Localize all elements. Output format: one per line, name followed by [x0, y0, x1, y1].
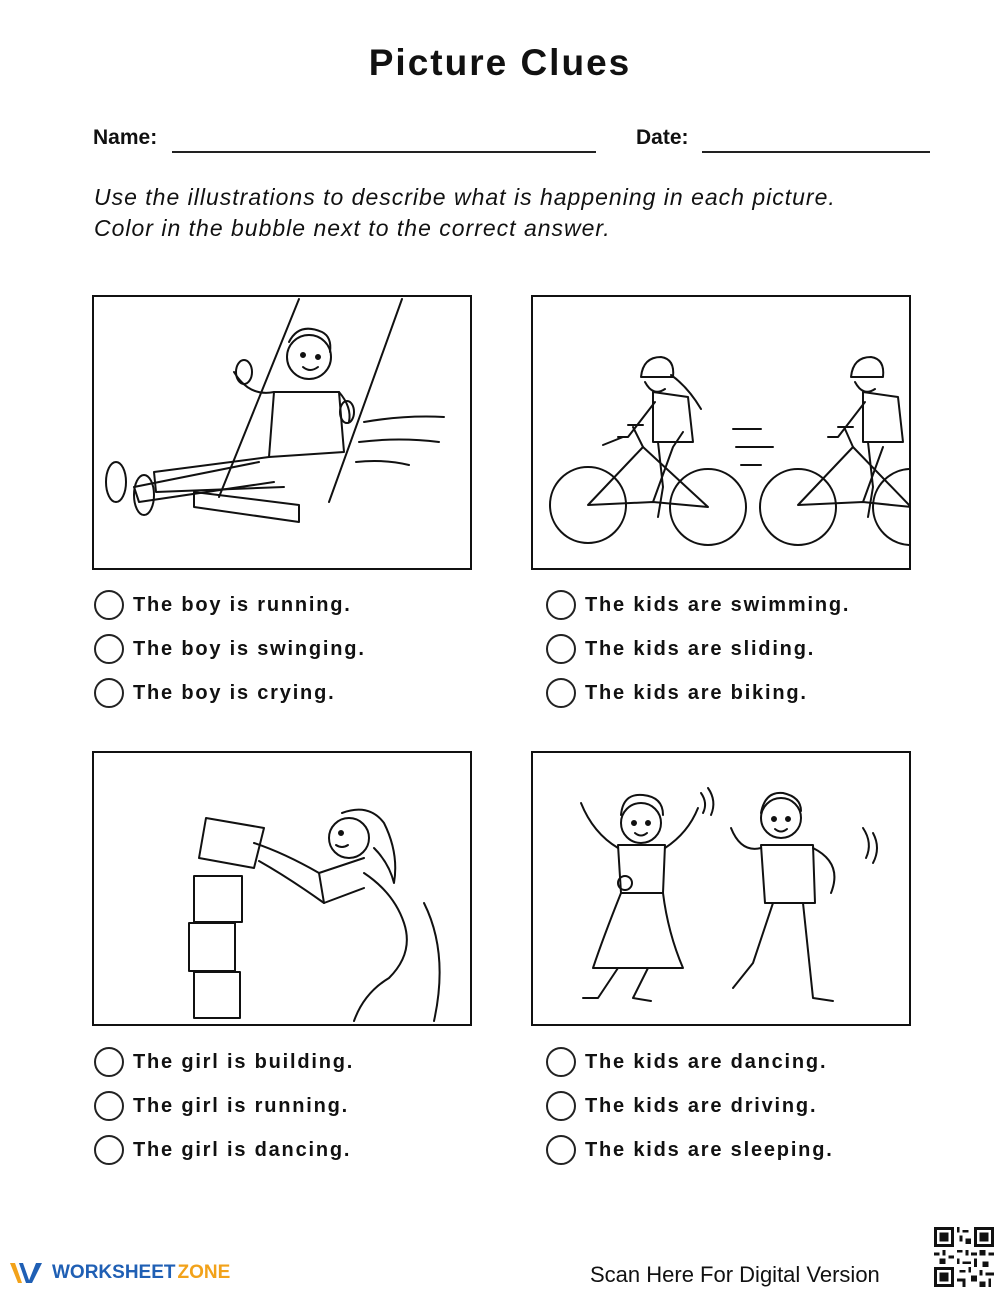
answer-option[interactable]: [546, 632, 815, 666]
name-field[interactable]: [172, 151, 596, 153]
answer-option[interactable]: [94, 588, 352, 622]
boy-swing-illustration: [92, 295, 472, 570]
date-field[interactable]: [702, 151, 930, 153]
page-title: Picture Clues: [368, 42, 632, 83]
option-label: The kids are swimming.: [585, 593, 851, 616]
answer-bubble[interactable]: [546, 590, 576, 620]
answer-bubble[interactable]: [94, 1047, 124, 1077]
option-label: The girl is running.: [133, 1094, 349, 1117]
kids-biking-illustration: [531, 295, 911, 570]
logo-text-zone: ZONE: [177, 1262, 231, 1283]
scan-caption: Scan Here For Digital Version: [590, 1262, 880, 1287]
answer-option[interactable]: [546, 1089, 817, 1123]
option-label: The boy is running.: [133, 593, 352, 616]
answer-bubble[interactable]: [546, 634, 576, 664]
option-label: The kids are dancing.: [585, 1050, 828, 1073]
answer-option[interactable]: [94, 632, 366, 666]
answer-bubble[interactable]: [94, 678, 124, 708]
logo-w-icon: [8, 1259, 46, 1287]
answer-bubble[interactable]: [546, 1135, 576, 1165]
answer-option[interactable]: [546, 1045, 827, 1079]
option-label: The kids are driving.: [585, 1094, 818, 1117]
answer-bubble[interactable]: [94, 590, 124, 620]
option-label: The kids are sliding.: [585, 637, 816, 660]
answer-option[interactable]: [94, 1133, 351, 1167]
qr-code-icon[interactable]: [934, 1227, 994, 1287]
answer-option[interactable]: [94, 1089, 349, 1123]
answer-bubble[interactable]: [94, 1091, 124, 1121]
answer-bubble[interactable]: [546, 1047, 576, 1077]
answer-option[interactable]: [546, 676, 808, 710]
kids-dancing-illustration: [531, 751, 911, 1026]
option-label: The girl is dancing.: [133, 1138, 352, 1161]
answer-option[interactable]: [546, 588, 850, 622]
answer-bubble[interactable]: [546, 1091, 576, 1121]
answer-bubble[interactable]: [94, 634, 124, 664]
worksheet-zone-logo: [8, 1258, 230, 1288]
option-label: The boy is crying.: [133, 681, 336, 704]
name-label: Name:: [93, 126, 158, 149]
answer-bubble[interactable]: [94, 1135, 124, 1165]
answer-option[interactable]: [94, 676, 335, 710]
option-label: The kids are sleeping.: [585, 1138, 834, 1161]
answer-bubble[interactable]: [546, 678, 576, 708]
date-label: Date:: [636, 126, 689, 149]
option-label: The girl is building.: [133, 1050, 355, 1073]
instructions-text: Use the illustrations to describe what is happening in each picture. Color in the bubble next to the correct answer.: [94, 184, 836, 241]
girl-building-illustration: [92, 751, 472, 1026]
option-label: The boy is swinging.: [133, 637, 366, 660]
logo-text-worksheet: WORKSHEET: [52, 1262, 176, 1283]
option-label: The kids are biking.: [585, 681, 808, 704]
answer-option[interactable]: [546, 1133, 834, 1167]
answer-option[interactable]: [94, 1045, 354, 1079]
